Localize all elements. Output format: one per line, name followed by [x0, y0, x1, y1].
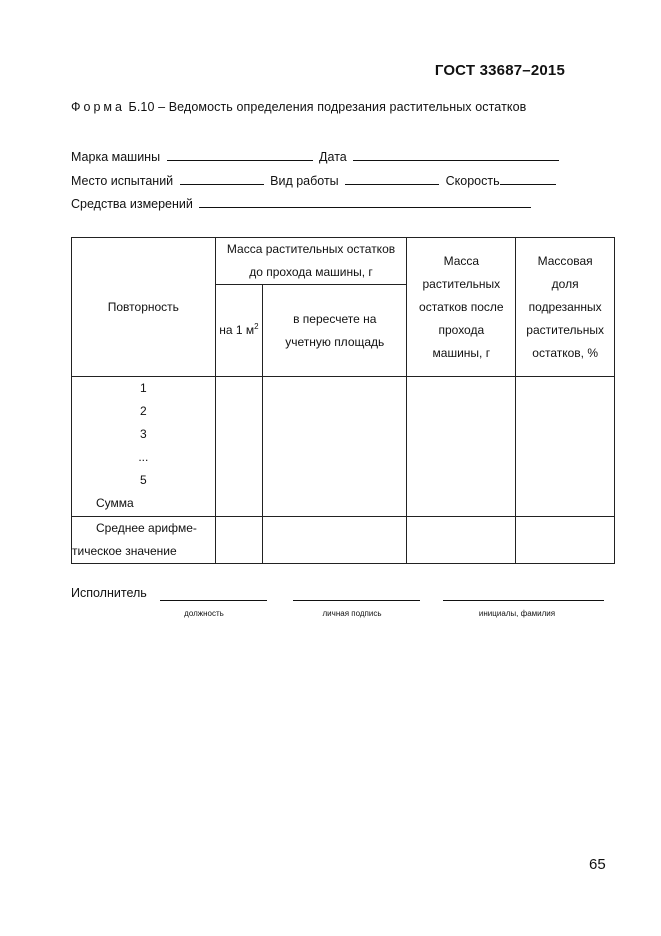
position-line[interactable]	[160, 600, 267, 601]
machine-brand-label: Марка машины	[71, 150, 161, 164]
cell-fraction-data[interactable]	[516, 377, 615, 517]
sum-label: Сумма	[96, 496, 134, 510]
repetition-row-5: 5	[139, 473, 147, 487]
header-mass-before: Масса растительных остатков до прохода машины, г	[215, 238, 407, 285]
repetition-row-2: 2	[139, 404, 147, 418]
form-number: Б.10	[128, 100, 155, 114]
form-prefix: Форма	[71, 100, 125, 114]
field-row-place	[71, 172, 559, 188]
test-place-label: Место испытаний	[71, 174, 174, 188]
form-title-text: – Ведомость определения подрезания растительных остатков	[158, 100, 527, 114]
page-number: 65	[589, 856, 606, 873]
header-repetition: Повторность	[72, 238, 216, 377]
signature-caption: личная подпись	[322, 609, 382, 618]
repetition-list	[72, 377, 216, 517]
cell-per-area-data[interactable]	[263, 377, 407, 517]
header-mass-after: Масса растительных остатков после прохода машины, г	[407, 238, 516, 377]
work-type-input[interactable]	[345, 172, 439, 185]
header-mass-fraction: Массовая доля подрезанных растительных остатков, %	[516, 238, 615, 377]
repetition-row-3: 3	[139, 427, 147, 441]
repetition-row-ellipsis: ...	[138, 450, 149, 464]
header-per-m2: на 1 $м^2$	[215, 285, 262, 377]
header-per-area: в пересчете на учетную площадь	[263, 285, 407, 377]
field-row-tools	[71, 195, 534, 211]
measurement-table	[71, 237, 615, 564]
document-standard-header: ГОСТ 33687–2015	[434, 62, 565, 79]
work-type-label: Вид работы	[270, 174, 339, 188]
executor-label: Исполнитель	[71, 586, 147, 600]
speed-label: Скорость	[445, 174, 500, 188]
measuring-tools-input[interactable]	[199, 195, 531, 208]
avg-fraction[interactable]	[516, 517, 615, 564]
date-input[interactable]	[353, 148, 559, 161]
cell-mass-after-data[interactable]	[407, 377, 516, 517]
machine-brand-input[interactable]	[167, 148, 313, 161]
average-label: Среднее арифме- тическое значение	[72, 517, 216, 564]
test-place-input[interactable]	[180, 172, 264, 185]
name-caption: инициалы, фамилия	[478, 609, 556, 618]
form-title	[71, 100, 526, 114]
repetition-row-1: 1	[139, 381, 147, 395]
field-row-machine	[71, 148, 562, 164]
measuring-tools-label: Средства измерений	[71, 197, 193, 211]
avg-mass-after[interactable]	[407, 517, 516, 564]
date-label: Дата	[319, 150, 347, 164]
avg-per-m2[interactable]	[215, 517, 262, 564]
position-caption: должность	[184, 609, 224, 618]
speed-input[interactable]	[500, 172, 556, 185]
signature-line[interactable]	[293, 600, 420, 601]
avg-per-area[interactable]	[263, 517, 407, 564]
cell-per-m2-data[interactable]	[215, 377, 262, 517]
name-line[interactable]	[443, 600, 604, 601]
